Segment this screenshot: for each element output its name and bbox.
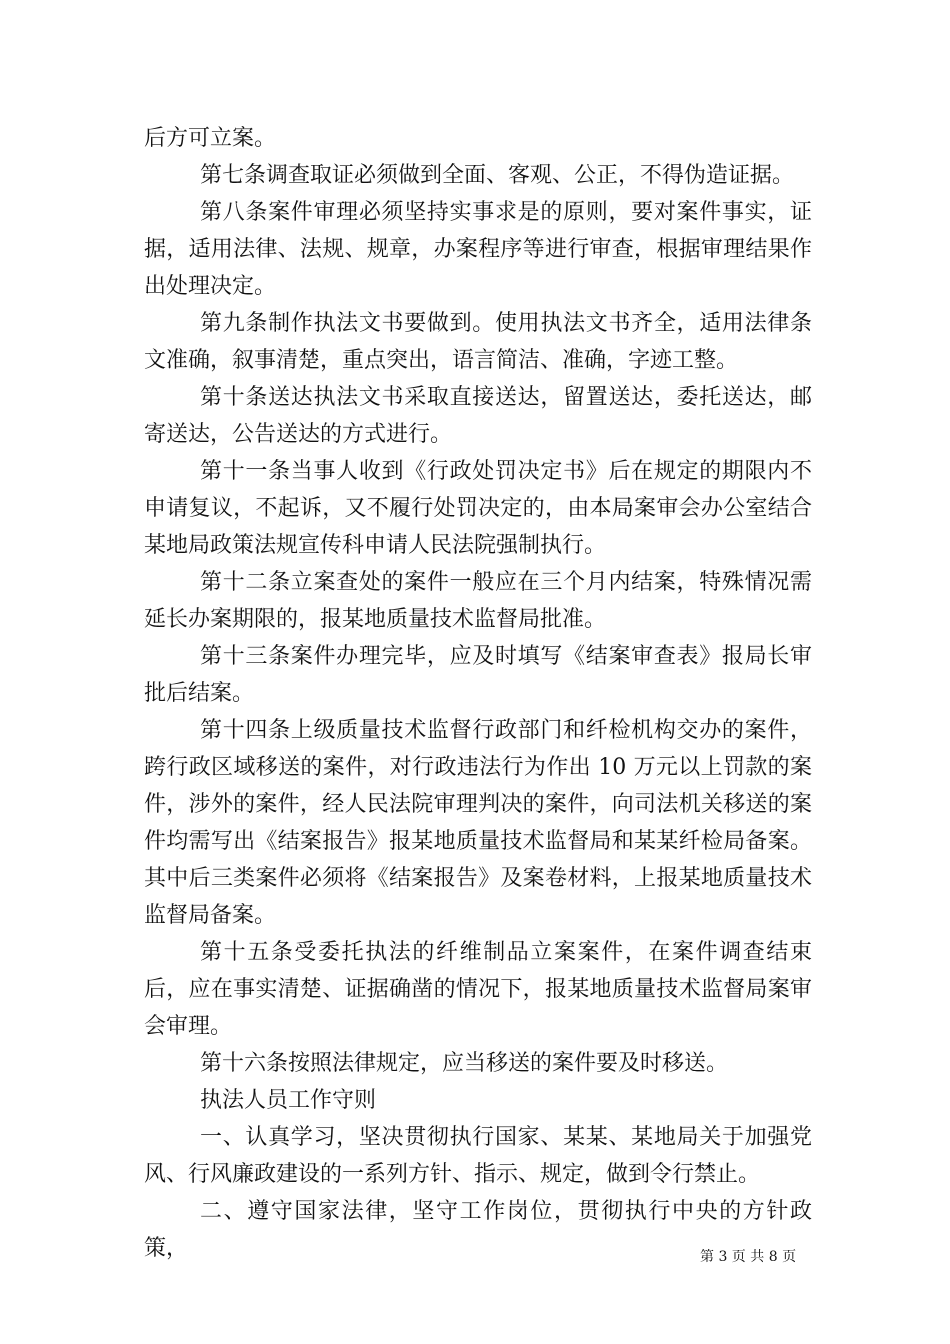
paragraph: 第十六条按照法律规定，应当移送的案件要及时移送。 [200, 1051, 729, 1076]
paragraph: 第十三条案件办理完毕，应及时填写《结案审查表》报局长审批后结案。 [144, 644, 812, 706]
paragraph: 第十一条当事人收到《行政处罚决定书》后在规定的期限内不申请复议，不起诉，又不履行处罚决定的，由本局案审会办公室结合某地局政策法规宣传科申请人民法院强制执行。 [144, 459, 812, 558]
paragraph: 第八条案件审理必须坚持实事求是的原则，要对案件事实，证据，适用法律、法规、规章，办案程序等进行审查，根据审理结果作出处理决定。 [144, 200, 812, 299]
paragraph: 第九条制作执法文书要做到。使用执法文书齐全，适用法律条文准确，叙事清楚，重点突出，语言简洁、准确，字迹工整。 [144, 311, 812, 373]
page-number-footer: 第 3 页 共 8 页 [700, 1249, 797, 1265]
paragraph: 第十条送达执法文书采取直接送达，留置送达，委托送达，邮寄送达，公告送达的方式进行。 [144, 385, 812, 447]
paragraph: 第十二条立案查处的案件一般应在三个月内结案，特殊情况需延长办案期限的，报某地质量技术监督局批准。 [144, 570, 812, 632]
paragraph: 第十五条受委托执法的纤维制品立案案件，在案件调查结束后，应在事实清楚、证据确凿的情况下，报某地质量技术监督局案审会审理。 [144, 940, 812, 1039]
document-body [144, 120, 812, 1267]
paragraph: 二、遵守国家法律，坚守工作岗位，贯彻执行中央的方针政策， [144, 1199, 812, 1261]
section-heading: 执法人员工作守则 [200, 1088, 377, 1113]
paragraph: 第十四条上级质量技术监督行政部门和纤检机构交办的案件，跨行政区域移送的案件，对行政违法行为作出 10 万元以上罚款的案件，涉外的案件，经人民法院审理判决的案件，向司法机关移送的案件均需写出《结案报告》报某地质量技术监督局和某某纤检局备案。其中后三类案件必须将《结案报告》及案卷材料，上报某地质量技术监督局备案。 [144, 718, 812, 928]
paragraph: 第七条调查取证必须做到全面、客观、公正，不得伪造证据。 [200, 163, 795, 188]
paragraph: 一、认真学习，坚决贯彻执行国家、某某、某地局关于加强党风、行风廉政建设的一系列方针、指示、规定，做到令行禁止。 [144, 1125, 812, 1187]
paragraph: 后方可立案。 [144, 126, 277, 151]
